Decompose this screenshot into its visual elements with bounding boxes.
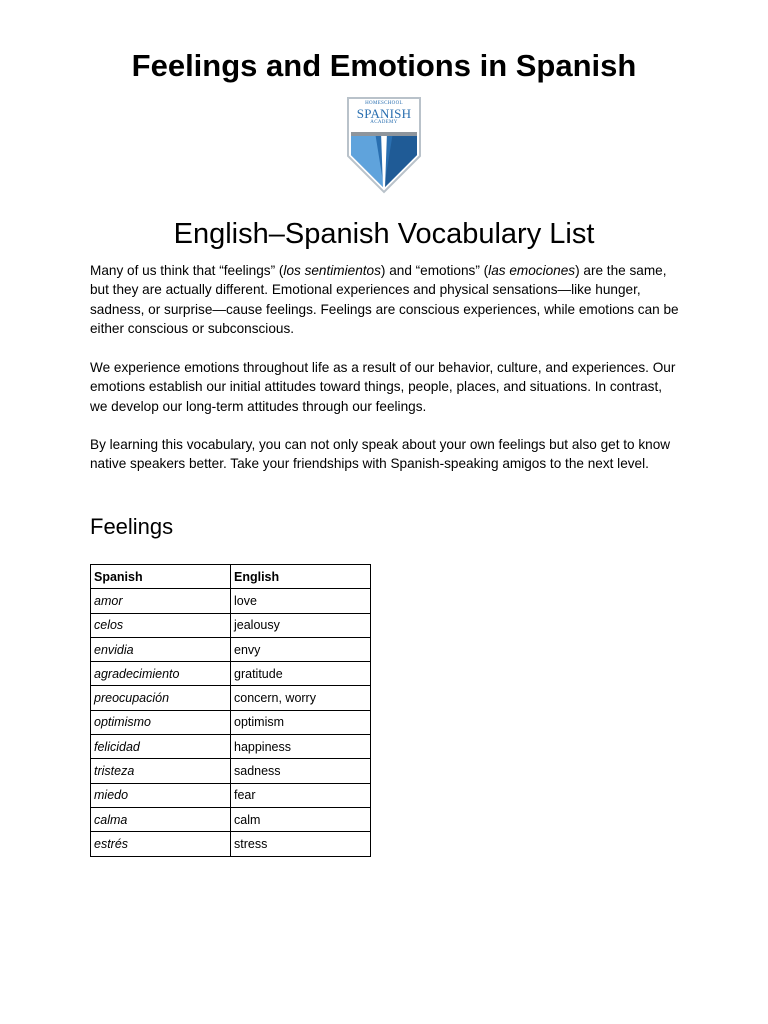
table-row bbox=[91, 613, 371, 637]
english-word-cell: jealousy bbox=[231, 613, 371, 637]
paragraph-text: ) and “emotions” ( bbox=[380, 263, 489, 278]
emotions-paragraph: We experience emotions throughout life as a result of our behavior, culture, and experiences. Our emotions establish our initial attitudes toward things, people, places, and situations. In contrast, we develop our long-term attitudes through our feelings. bbox=[90, 360, 676, 414]
italic-term: las emociones bbox=[488, 263, 576, 278]
spanish-word-cell: calma bbox=[91, 807, 231, 831]
spanish-word-cell: amor bbox=[91, 589, 231, 613]
spanish-word-cell: celos bbox=[91, 613, 231, 637]
table-row bbox=[91, 832, 371, 856]
intro-paragraph bbox=[90, 261, 682, 338]
section-heading-feelings: Feelings bbox=[90, 514, 174, 539]
homeschool-spanish-academy-logo bbox=[345, 96, 423, 194]
table-row bbox=[91, 783, 371, 807]
table-row bbox=[91, 686, 371, 710]
english-word-cell: sadness bbox=[231, 759, 371, 783]
table-row bbox=[91, 637, 371, 661]
spanish-word-cell: felicidad bbox=[91, 735, 231, 759]
english-word-cell: calm bbox=[231, 807, 371, 831]
paragraph-text: Many of us think that “feelings” ( bbox=[90, 263, 284, 278]
vocabulary-paragraph: By learning this vocabulary, you can not only speak about your own feelings but also get to know native speakers better. Take your friendships with Spanish-speaking amigos to the next level. bbox=[90, 437, 671, 472]
table-row bbox=[91, 735, 371, 759]
spanish-word-cell: estrés bbox=[91, 832, 231, 856]
table-row bbox=[91, 662, 371, 686]
english-word-cell: stress bbox=[231, 832, 371, 856]
table-header-row bbox=[91, 565, 371, 589]
english-word-cell: fear bbox=[231, 783, 371, 807]
paragraph-text: ) are the same, but they are actually different. Emotional experiences and physical sensations—like hunger, sadness, or surprise—cause feelings. Feelings are conscious experiences, while emotions can be either conscious or subconscious. bbox=[90, 263, 679, 336]
english-word-cell: envy bbox=[231, 637, 371, 661]
logo-text-bottom: ACADEMY bbox=[370, 120, 398, 125]
table-row bbox=[91, 589, 371, 613]
english-word-cell: love bbox=[231, 589, 371, 613]
english-word-cell: happiness bbox=[231, 735, 371, 759]
spanish-word-cell: tristeza bbox=[91, 759, 231, 783]
spanish-word-cell: miedo bbox=[91, 783, 231, 807]
vocabulary-table-body bbox=[91, 589, 371, 856]
column-header-english: English bbox=[231, 565, 371, 589]
spanish-word-cell: envidia bbox=[91, 637, 231, 661]
document-title: Feelings and Emotions in Spanish bbox=[131, 48, 637, 83]
italic-term: los sentimientos bbox=[283, 263, 381, 278]
english-word-cell: optimism bbox=[231, 710, 371, 734]
english-word-cell: gratitude bbox=[231, 662, 371, 686]
table-row bbox=[91, 759, 371, 783]
logo-text-top: HOMESCHOOL bbox=[365, 101, 403, 106]
logo-text-main: SPANISH bbox=[356, 106, 412, 121]
spanish-word-cell: optimismo bbox=[91, 710, 231, 734]
vocabulary-table bbox=[90, 564, 371, 857]
column-header-spanish: Spanish bbox=[91, 565, 231, 589]
spanish-word-cell: preocupación bbox=[91, 686, 231, 710]
spanish-word-cell: agradecimiento bbox=[91, 662, 231, 686]
english-word-cell: concern, worry bbox=[231, 686, 371, 710]
document-subtitle: English–Spanish Vocabulary List bbox=[173, 218, 595, 250]
table-row bbox=[91, 710, 371, 734]
table-row bbox=[91, 807, 371, 831]
